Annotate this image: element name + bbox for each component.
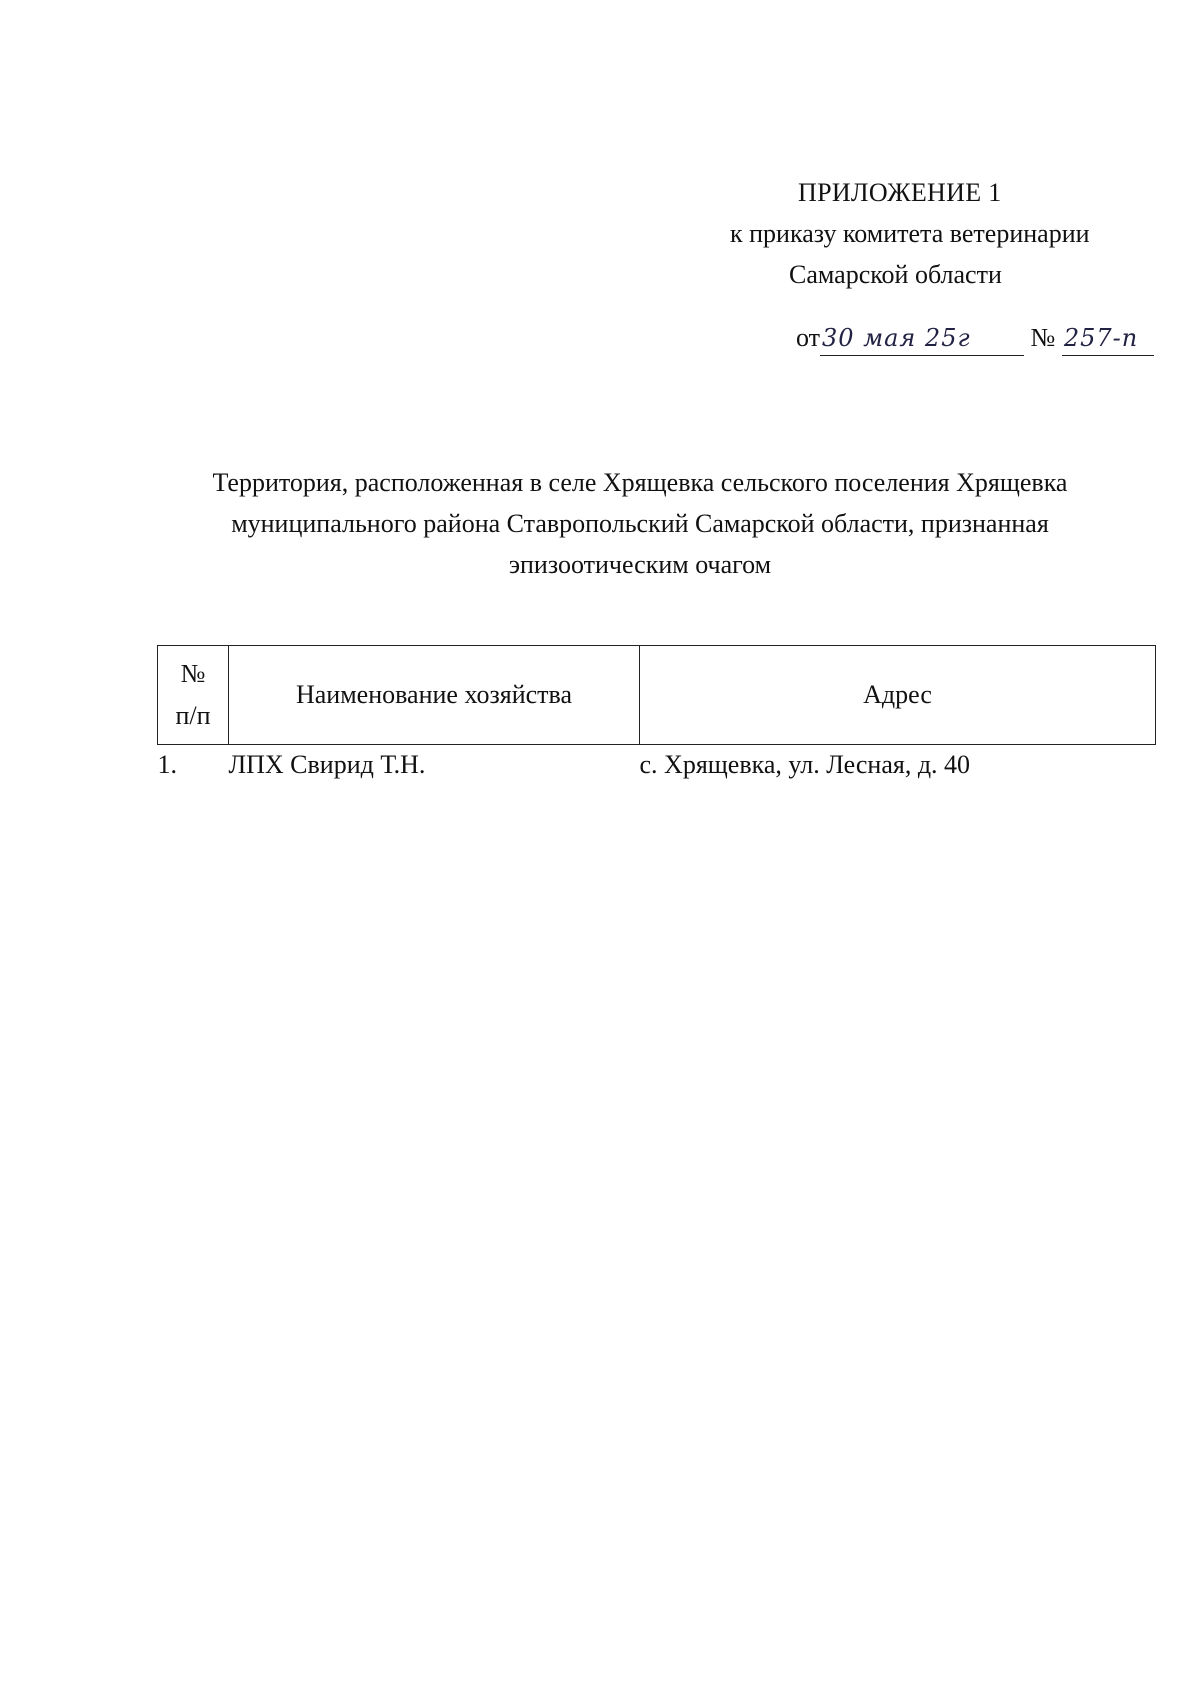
appendix-region: Самарской области [789, 260, 1002, 289]
row-number: 1. [157, 750, 177, 779]
document-title [150, 462, 1130, 585]
appendix-title: ПРИЛОЖЕНИЕ 1 [798, 178, 1002, 207]
row-farm-name: ЛПХ Свирид Т.Н. [228, 750, 426, 779]
handwritten-order-date: 30 мая 25г [820, 321, 1024, 356]
header-number-pp: п/п [175, 701, 211, 730]
table-row [158, 745, 1156, 788]
header-number-sign: № [180, 659, 206, 688]
handwritten-order-number: 257-п [1062, 321, 1154, 356]
document-title-line-1: Территория, расположенная в селе Хрящевка сельского поселения Хрящевка [212, 468, 1068, 497]
farms-table [157, 645, 1156, 787]
order-date-number-line [796, 318, 1154, 362]
order-number-sign: № [1030, 323, 1056, 352]
document-title-line-3: эпизоотическим очагом [508, 550, 772, 579]
order-prefix: от [796, 323, 821, 352]
appendix-order-reference: к приказу комитета ветеринарии [730, 219, 1090, 248]
header-number [158, 646, 229, 745]
header-farm-name: Наименование хозяйства [229, 646, 640, 745]
row-address: с. Хрящевка, ул. Лесная, д. 40 [639, 750, 971, 779]
document-title-line-2: муниципального района Ставропольский Самарской области, признанная [231, 509, 1049, 538]
table-header-row [158, 646, 1156, 745]
header-address: Адрес [640, 646, 1156, 745]
